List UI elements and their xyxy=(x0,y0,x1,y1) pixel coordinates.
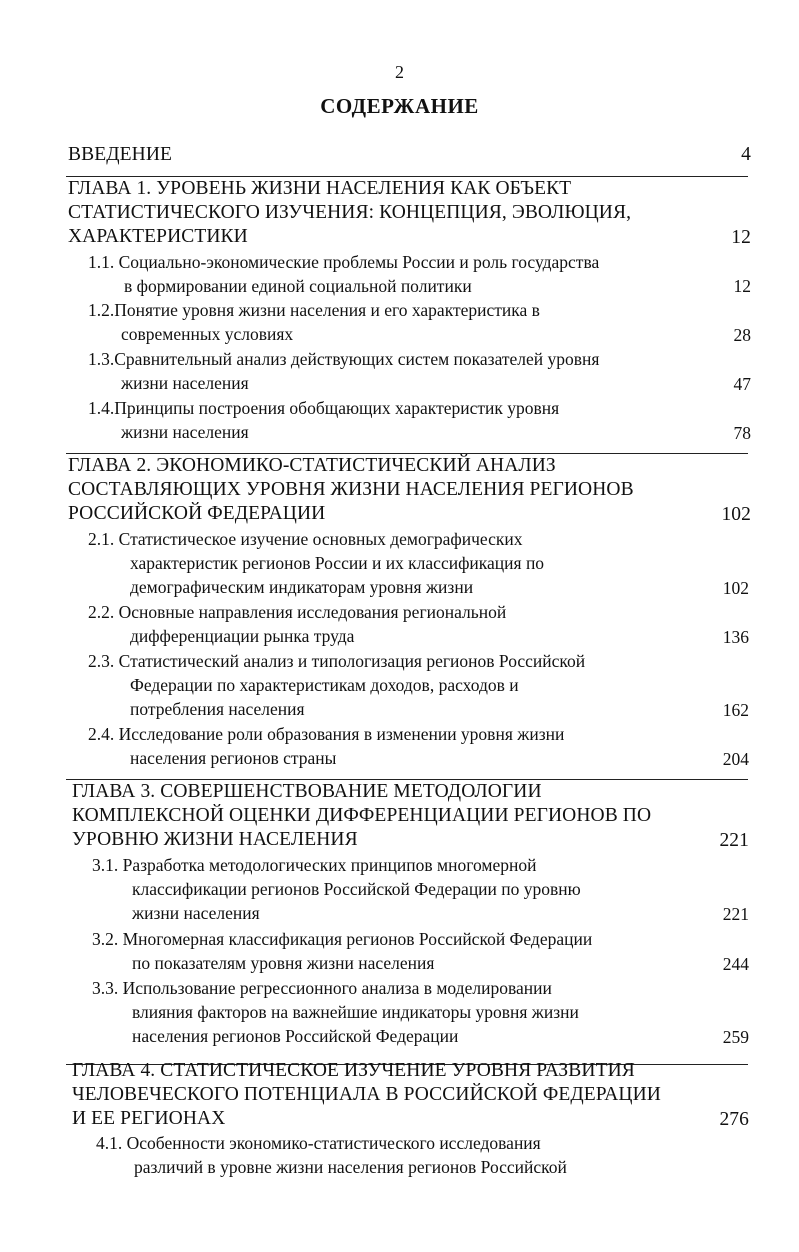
toc-entry-title-line: потребления населения xyxy=(130,699,305,719)
toc-entry-title-line: РОССИЙСКОЙ ФЕДЕРАЦИИ xyxy=(68,503,326,524)
toc-entry-title-line: 4.1. Особенности экономико-статистического исследования xyxy=(96,1133,541,1153)
toc-page-number: 244 xyxy=(722,954,749,974)
toc-entry-title-line: ГЛАВА 3. СОВЕРШЕНСТВОВАНИЕ МЕТОДОЛОГИИ xyxy=(72,781,542,802)
toc-entry-title-line: дифференциации рынка труда xyxy=(130,626,355,646)
toc-entry-title-line: 2.1. Статистическое изучение основных демографических xyxy=(88,529,523,549)
toc-page-number: 221 xyxy=(719,830,749,851)
toc-entry-title-line: 3.2. Многомерная классификация регионов Российской Федерации xyxy=(92,929,593,949)
toc-page-number: 47 xyxy=(733,374,751,394)
toc-entry-title-line: населения регионов страны xyxy=(130,748,337,768)
toc-entry-title-line: ГЛАВА 2. ЭКОНОМИКО-СТАТИСТИЧЕСКИЙ АНАЛИЗ xyxy=(68,455,556,476)
toc-entry-title-line: характеристик регионов России и их классификация по xyxy=(130,553,545,573)
toc-entry-title-line: влияния факторов на важнейшие индикаторы уровня жизни xyxy=(132,1002,579,1022)
toc-entry-title-line: 1.4.Принципы построения обобщающих характеристик уровня xyxy=(88,398,560,418)
toc-page-number: 12 xyxy=(731,227,751,248)
toc-entry-title-line: современных условиях xyxy=(121,324,294,344)
toc-entry-title-line: 1.1. Социально-экономические проблемы России и роль государства xyxy=(88,252,600,272)
toc-page-number: 162 xyxy=(722,700,749,720)
toc-entry-title-line: по показателям уровня жизни населения xyxy=(132,953,435,973)
toc-entry-title-line: 2.4. Исследование роли образования в изменении уровня жизни xyxy=(88,724,565,744)
toc-page-number: 136 xyxy=(722,627,749,647)
toc-page-number: 28 xyxy=(733,325,751,345)
toc-page-number: 102 xyxy=(722,578,749,598)
toc-page-number: 259 xyxy=(722,1027,749,1047)
toc-entry-title-line: ХАРАКТЕРИСТИКИ xyxy=(68,226,248,247)
toc-entry-title-line: 3.1. Разработка методологических принципов многомерной xyxy=(92,855,537,875)
toc-entry-title-line: ВВЕДЕНИЕ xyxy=(68,144,173,165)
toc-page-number: 276 xyxy=(719,1109,749,1130)
toc-entry-title-line: УРОВНЮ ЖИЗНИ НАСЕЛЕНИЯ xyxy=(72,829,358,850)
toc-entry-title-line: ЧЕЛОВЕЧЕСКОГО ПОТЕНЦИАЛА В РОССИЙСКОЙ ФЕДЕРАЦИИ xyxy=(72,1084,661,1105)
toc-entry-title-line: Федерации по характеристикам доходов, расходов и xyxy=(130,675,519,695)
toc-entry-title-line: СТАТИСТИЧЕСКОГО ИЗУЧЕНИЯ: КОНЦЕПЦИЯ, ЭВОЛЮЦИЯ, xyxy=(68,202,632,223)
toc-entry-title-line: населения регионов Российской Федерации xyxy=(132,1026,459,1046)
toc-entry-title-line: демографическим индикаторам уровня жизни xyxy=(130,577,474,597)
toc-entry-title-line: 3.3. Использование регрессионного анализа в моделировании xyxy=(92,978,552,998)
toc-page-number: 102 xyxy=(721,504,751,525)
toc-entry-title-line: 2.2. Основные направления исследования региональной xyxy=(88,602,507,622)
divider-line xyxy=(66,453,748,454)
divider-line xyxy=(66,779,748,780)
toc-page-number: 4 xyxy=(741,144,751,165)
toc-entry-title-line: жизни населения xyxy=(121,373,249,393)
toc-entry-title-line: СОСТАВЛЯЮЩИХ УРОВНЯ ЖИЗНИ НАСЕЛЕНИЯ РЕГИОНОВ xyxy=(68,479,634,500)
toc-entry-title-line: в формировании единой социальной политики xyxy=(124,276,472,296)
toc-entry-title-line: 1.2.Понятие уровня жизни населения и его характеристика в xyxy=(88,300,540,320)
toc-entry-title-line: классификации регионов Российской Федерации по уровню xyxy=(132,879,581,899)
toc-entry-title-line: ГЛАВА 4. СТАТИСТИЧЕСКОЕ ИЗУЧЕНИЕ УРОВНЯ РАЗВИТИЯ xyxy=(72,1060,635,1081)
toc-entry-title-line: жизни населения xyxy=(132,903,260,923)
toc-entry-title-line: КОМПЛЕКСНОЙ ОЦЕНКИ ДИФФЕРЕНЦИАЦИИ РЕГИОНОВ ПО xyxy=(72,805,652,826)
page-title: СОДЕРЖАНИЕ xyxy=(320,94,479,118)
toc-page-number: 12 xyxy=(733,276,751,296)
toc-entry-title-line: И ЕЕ РЕГИОНАХ xyxy=(72,1108,226,1129)
page-number: 2 xyxy=(395,62,404,82)
toc-page-number: 204 xyxy=(722,749,749,769)
toc-entry-title-line: ГЛАВА 1. УРОВЕНЬ ЖИЗНИ НАСЕЛЕНИЯ КАК ОБЪЕКТ xyxy=(68,178,572,199)
toc-page-number: 221 xyxy=(722,904,749,924)
toc-entry-title-line: 1.3.Сравнительный анализ действующих систем показателей уровня xyxy=(88,349,600,369)
toc-entry-title-line: 2.3. Статистический анализ и типологизация регионов Российской xyxy=(88,651,586,671)
toc-entry-title-line: различий в уровне жизни населения регионов Российской xyxy=(134,1157,567,1177)
toc-entry-title-line: жизни населения xyxy=(121,422,249,442)
toc-page-number: 78 xyxy=(733,423,751,443)
divider-line xyxy=(66,176,748,177)
